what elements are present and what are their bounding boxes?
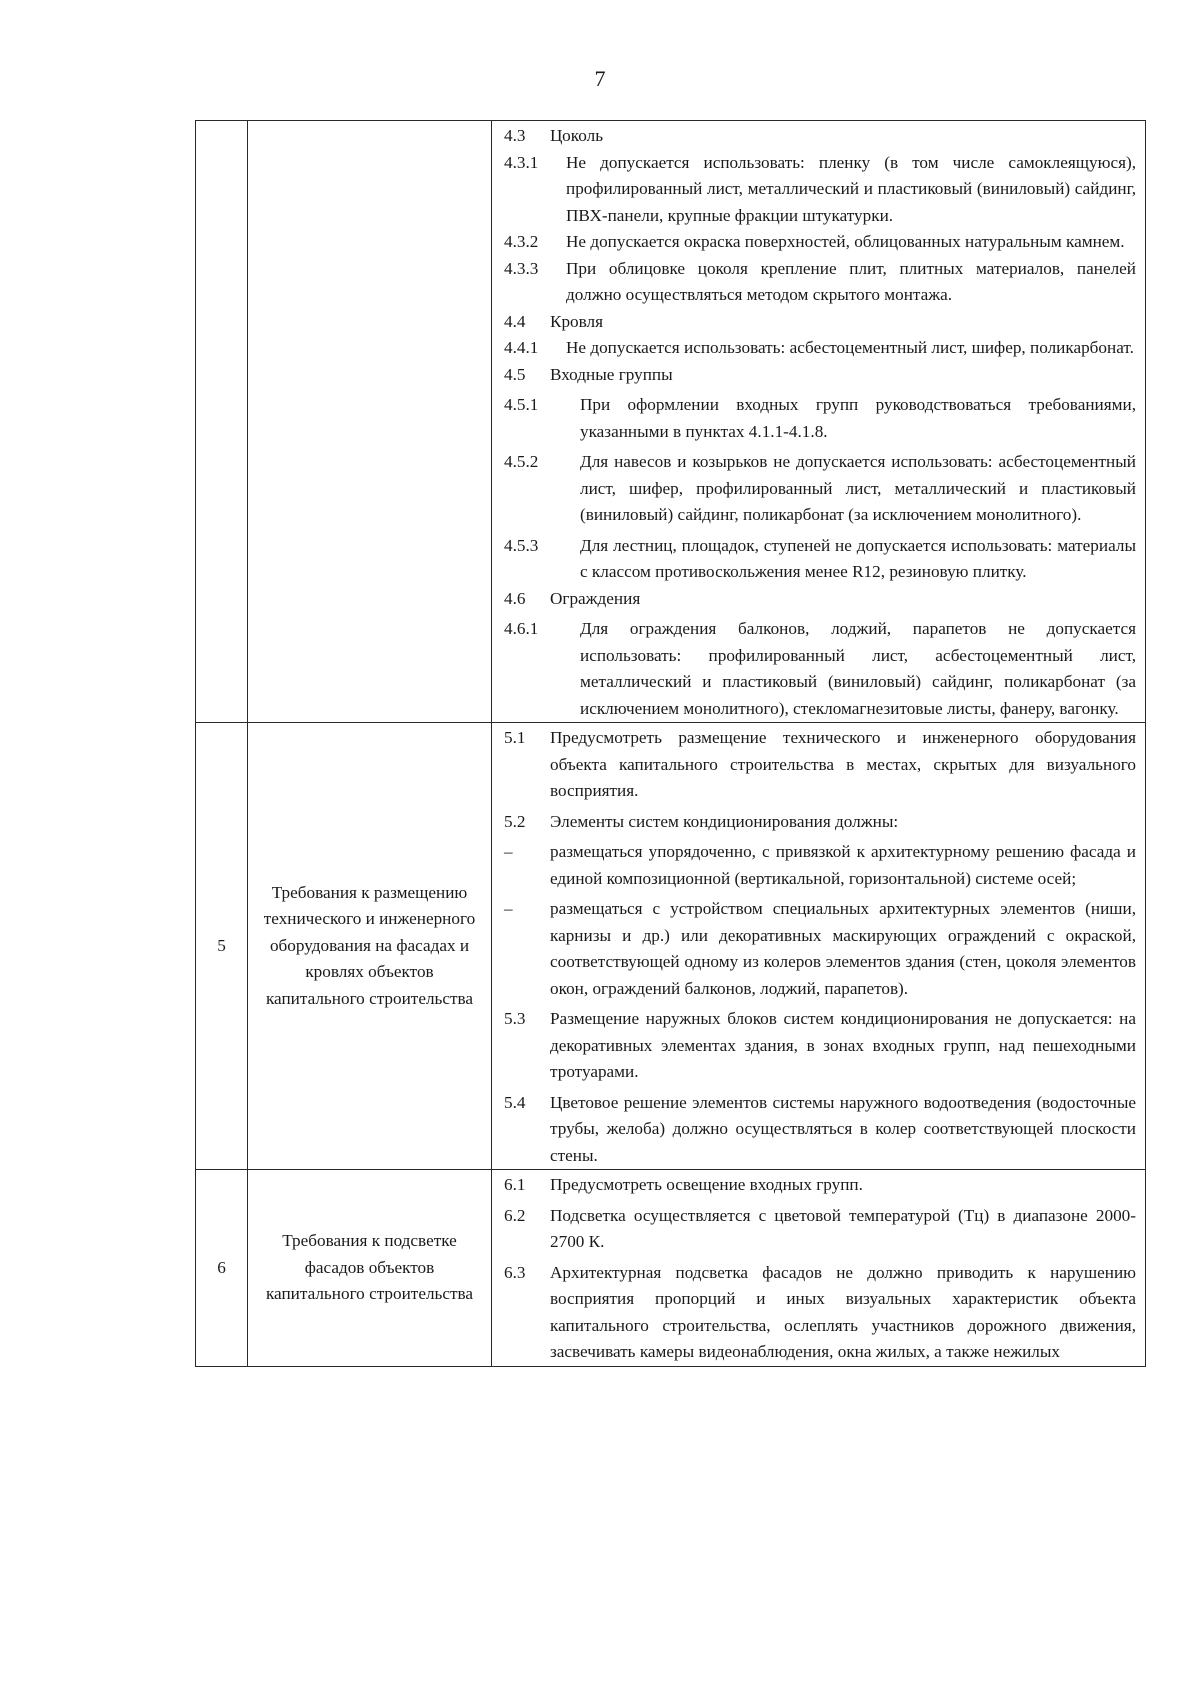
clause	[504, 362, 1136, 389]
clause	[504, 896, 1136, 1002]
clause	[504, 533, 1136, 586]
clause-text: Для навесов и козырьков не допускается использовать: асбестоцементный лист, шифер, профилированный лист, металлический и пластиковый (виниловый) сайдинг, поликарбонат (за исключением монолитного).	[580, 452, 1136, 524]
section-title	[248, 121, 492, 723]
clause-number: 4.5	[504, 364, 526, 384]
clause	[504, 1172, 1136, 1199]
clause-number: 4.5.2	[504, 452, 539, 471]
clause	[504, 809, 1136, 836]
clause-text: При облицовке цоколя крепление плит, плитных материалов, панелей должно осуществляться методом скрытого монтажа.	[566, 258, 1136, 304]
table-body	[196, 121, 1146, 1367]
requirements-content	[492, 1170, 1146, 1367]
table-row	[196, 723, 1146, 1170]
table-row	[196, 121, 1146, 723]
row-number: 6	[196, 1170, 248, 1367]
clause	[504, 1260, 1136, 1366]
clause	[504, 123, 1136, 150]
clause	[504, 616, 1136, 722]
clause-text: Подсветка осуществляется с цветовой температурой (Тц) в диапазоне 2000-2700 К.	[550, 1205, 1136, 1251]
clause-number: 4.3.2	[504, 232, 539, 251]
requirements-table	[195, 120, 1146, 1367]
clause-number: 4.3.1	[504, 152, 539, 172]
clause-number: 6.1	[504, 1175, 526, 1194]
clause	[504, 1090, 1136, 1170]
clause-text: Цоколь	[550, 126, 604, 145]
clause-text: Архитектурная подсветка фасадов не должно приводить к нарушению восприятия пропорций и иных визуальных характеристик объекта капитального строительства, ослеплять участников дорожного движения, засвечивать камеры видеонаблюдения, окна жилых, а также нежилых	[550, 1262, 1136, 1361]
clause	[504, 335, 1136, 362]
requirements-content	[492, 723, 1146, 1170]
clause-number: 4.5.1	[504, 395, 539, 414]
clause-text: Размещение наружных блоков систем кондиционирования не допускается: на декоративных элементах здания, в зонах входных групп, над пешеходными тротуарами.	[550, 1009, 1136, 1081]
clause-text: Элементы систем кондиционирования должны:	[550, 811, 899, 831]
clause-text: Не допускается использовать: пленку (в том числе самоклеящуюся), профилированный лист, металлический и пластиковый (виниловый) сайдинг, ПВХ-панели, крупные фракции штукатурки.	[566, 152, 1136, 225]
clause-text: При оформлении входных групп руководствоваться требованиями, указанными в пунктах 4.1.1-4.1.8.	[580, 395, 1136, 441]
row-number	[196, 121, 248, 723]
clause-text: Для лестниц, площадок, ступеней не допускается использовать: материалы с классом противоскольжения менее R12, резиновую плитку.	[580, 535, 1136, 581]
clause-number: 5.3	[504, 1009, 526, 1028]
clause-number: 5.4	[504, 1092, 526, 1112]
clause	[504, 839, 1136, 892]
clause	[504, 449, 1136, 529]
clause-text: Кровля	[550, 311, 604, 331]
clause-number: 5.2	[504, 811, 526, 831]
requirements-content	[492, 121, 1146, 723]
section-title: Требования к размещению технического и инженерного оборудования на фасадах и кровлях объектов капитального строительства	[248, 723, 492, 1170]
clause-text: Предусмотреть освещение входных групп.	[550, 1175, 863, 1194]
clause-text: Предусмотреть размещение технического и инженерного оборудования объекта капитального строительства в местах, скрытых для визуального восприятия.	[550, 728, 1136, 800]
clause-number: 4.4.1	[504, 338, 539, 357]
clause-number: –	[504, 899, 513, 918]
clause-number: 4.3.3	[504, 258, 539, 278]
clause-text: Ограждения	[550, 588, 641, 608]
clause-number: 4.6.1	[504, 619, 539, 638]
clause	[504, 392, 1136, 445]
clause	[504, 229, 1136, 256]
section-title: Требования к подсветке фасадов объектов капитального строительства	[248, 1170, 492, 1367]
clause-number: –	[504, 842, 513, 861]
clause	[504, 586, 1136, 613]
clause-text: размещаться упорядоченно, с привязкой к архитектурному решению фасада и единой композиционной (вертикальной, горизонтальной) системе осей;	[550, 842, 1136, 888]
clause-text: Входные группы	[550, 364, 673, 384]
clause	[504, 1006, 1136, 1086]
table-row	[196, 1170, 1146, 1367]
clause-text: Для ограждения балконов, лоджий, парапетов не допускается использовать: профилированный лист, асбестоцементный лист, металлический и пластиковый (виниловый) сайдинг, поликарбонат (за исключением монолитного), стекломагнезитовые листы, фанеру, вагонку.	[580, 619, 1136, 718]
clause-text: Не допускается использовать: асбестоцементный лист, шифер, поликарбонат.	[566, 338, 1134, 357]
clause-text: Цветовое решение элементов системы наружного водоотведения (водосточные трубы, желоба) должно осуществляться в колер соответствующей плоскости стены.	[550, 1092, 1136, 1165]
row-number: 5	[196, 723, 248, 1170]
clause	[504, 725, 1136, 805]
clause-number: 5.1	[504, 728, 526, 747]
clause	[504, 150, 1136, 230]
clause-number: 6.2	[504, 1205, 526, 1225]
clause-number: 4.6	[504, 588, 526, 608]
clause-number: 6.3	[504, 1262, 526, 1282]
clause-text: Не допускается окраска поверхностей, облицованных натуральным камнем.	[566, 232, 1125, 251]
clause	[504, 1203, 1136, 1256]
clause	[504, 309, 1136, 336]
clause-number: 4.3	[504, 126, 526, 145]
page-number: 7	[594, 66, 606, 91]
clause-text: размещаться с устройством специальных архитектурных элементов (ниши, карнизы и др.) или декоративных маскирующих ограждений с окраской, соответствующей одному из колеров элементов здания (стен, цоколя элементов окон, ограждений балконов, лоджий, парапетов).	[550, 899, 1136, 998]
clause-number: 4.5.3	[504, 535, 539, 555]
clause	[504, 256, 1136, 309]
clause-number: 4.4	[504, 311, 526, 331]
